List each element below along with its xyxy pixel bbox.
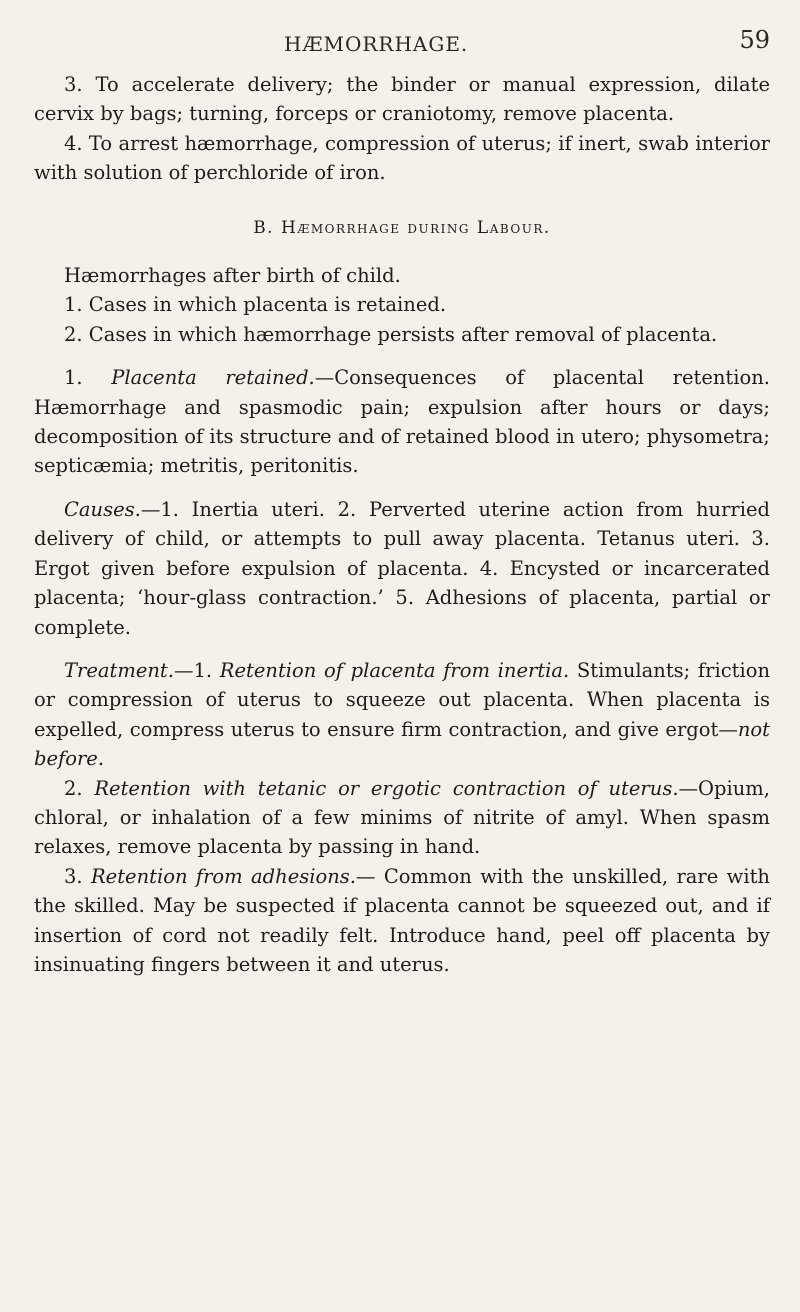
paragraph-text: Stimulants; friction or compression of uterus to squeeze out placenta. When placenta is expelled, compress uterus to ensure firm contraction, and give ergot— bbox=[34, 658, 770, 741]
italic-subheading: Retention from adhesions. bbox=[90, 864, 356, 888]
paragraph-case-2: 2. Cases in which hæmorrhage persists after removal of placenta. bbox=[64, 322, 718, 346]
paragraph-text: —Opium, chloral, or inhalation of a few minims of nitrite of amyl. When spasm relaxes, remove placenta by passing in hand. bbox=[34, 776, 770, 859]
paragraph-tetanic-retention bbox=[34, 774, 770, 862]
section-heading: B. Hæmorrhage during Labour. bbox=[253, 217, 551, 238]
paragraph-text: —Consequences of placental retention. Hæmorrhage and spasmodic pain; expulsion after hours or days; decomposition of its structure and of retained blood in utero; physometra; septicæmia; metritis, peritonitis. bbox=[34, 366, 770, 478]
paragraph-haemorrhages-after-birth: Hæmorrhages after birth of child. bbox=[64, 264, 401, 288]
list-number: 1. bbox=[64, 366, 112, 390]
running-title: HÆMORRHAGE. bbox=[284, 32, 469, 56]
list-number: 2. bbox=[64, 776, 95, 800]
italic-subheading: Retention of placenta from inertia. bbox=[219, 658, 570, 682]
paragraph-text: — Common with the unskilled, rare with the skilled. May be suspected if placenta cannot be squeezed out, and if insertion of cord not readily felt. Introduce hand, peel off placenta by insinuating fingers between it and uterus. bbox=[34, 864, 770, 976]
paragraph-causes bbox=[34, 495, 770, 642]
italic-heading: Causes. bbox=[64, 497, 141, 521]
italic-heading: Placenta retained. bbox=[111, 366, 315, 390]
paragraph-delivery: 3. To accelerate delivery; the binder or manual expression, dilate cervix by bags; turning, forceps or craniotomy, remove placenta. bbox=[34, 73, 770, 126]
italic-emphasis: not before. bbox=[34, 717, 770, 771]
paragraph-adhesions-retention bbox=[34, 862, 770, 980]
list-number: 3. bbox=[64, 864, 91, 888]
list-number: —1. bbox=[173, 658, 220, 682]
book-page bbox=[34, 0, 770, 979]
paragraph-text: —1. Inertia uteri. 2. Perverted uterine action from hurried delivery of child, or attempts to pull away placenta. Tetanus uteri. 3. Ergot given before expulsion of placenta. 4. Encysted or incarcerated placenta; ‘hour-glass contraction.’ 5. Adhesions of placenta, partial or complete. bbox=[34, 497, 770, 639]
paragraph-case-1: 1. Cases in which placenta is retained. bbox=[64, 293, 447, 317]
italic-subheading: Retention with tetanic or ergotic contraction of uterus. bbox=[94, 776, 679, 800]
running-header bbox=[34, 0, 770, 70]
paragraph-placenta-retained bbox=[34, 363, 770, 481]
paragraph-arrest-haemorrhage: 4. To arrest hæmorrhage, compression of uterus; if inert, swab interior with solution of perchloride of iron. bbox=[34, 131, 770, 185]
paragraph-treatment bbox=[34, 656, 770, 774]
italic-heading: Treatment. bbox=[64, 658, 174, 682]
page-number: 59 bbox=[739, 26, 770, 54]
body-text bbox=[34, 70, 770, 979]
